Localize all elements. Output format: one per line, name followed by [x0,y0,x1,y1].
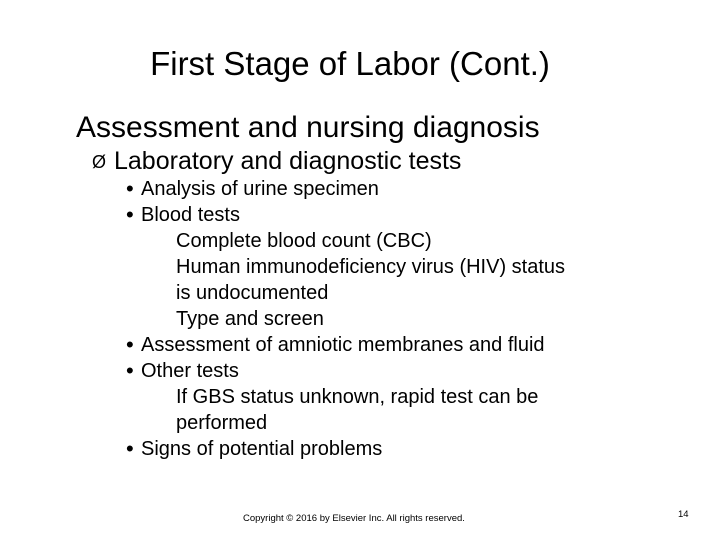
list-item-signs: Signs of potential problems [141,438,383,460]
page-number: 14 [678,509,689,520]
list-item-amniotic: Assessment of amniotic membranes and fluid [141,334,545,356]
bullet-dot-icon: • [126,436,134,461]
list-item-blood-tests: Blood tests [141,204,240,226]
list-item-urine: Analysis of urine specimen [141,178,379,200]
list-item-hiv-continued: is undocumented [176,282,329,304]
list-item-cbc: Complete blood count (CBC) [176,230,432,252]
subheading-lab-tests: Laboratory and diagnostic tests [114,147,462,175]
arrow-bullet-icon: Ø [92,152,107,172]
bullet-dot-icon: • [126,202,134,227]
list-item-type-screen: Type and screen [176,308,324,330]
list-item-gbs-continued: performed [176,412,268,434]
bullet-dot-icon: • [126,176,134,201]
list-item-other-tests: Other tests [141,360,239,382]
list-item-gbs: If GBS status unknown, rapid test can be [176,386,539,408]
list-item-hiv: Human immunodeficiency virus (HIV) status [176,256,566,278]
copyright-footer: Copyright © 2016 by Elsevier Inc. All rights reserved. [243,513,465,524]
slide-title: First Stage of Labor (Cont.) [150,45,550,82]
heading-assessment: Assessment and nursing diagnosis [76,111,540,144]
bullet-dot-icon: • [126,358,134,383]
bullet-dot-icon: • [126,332,134,357]
